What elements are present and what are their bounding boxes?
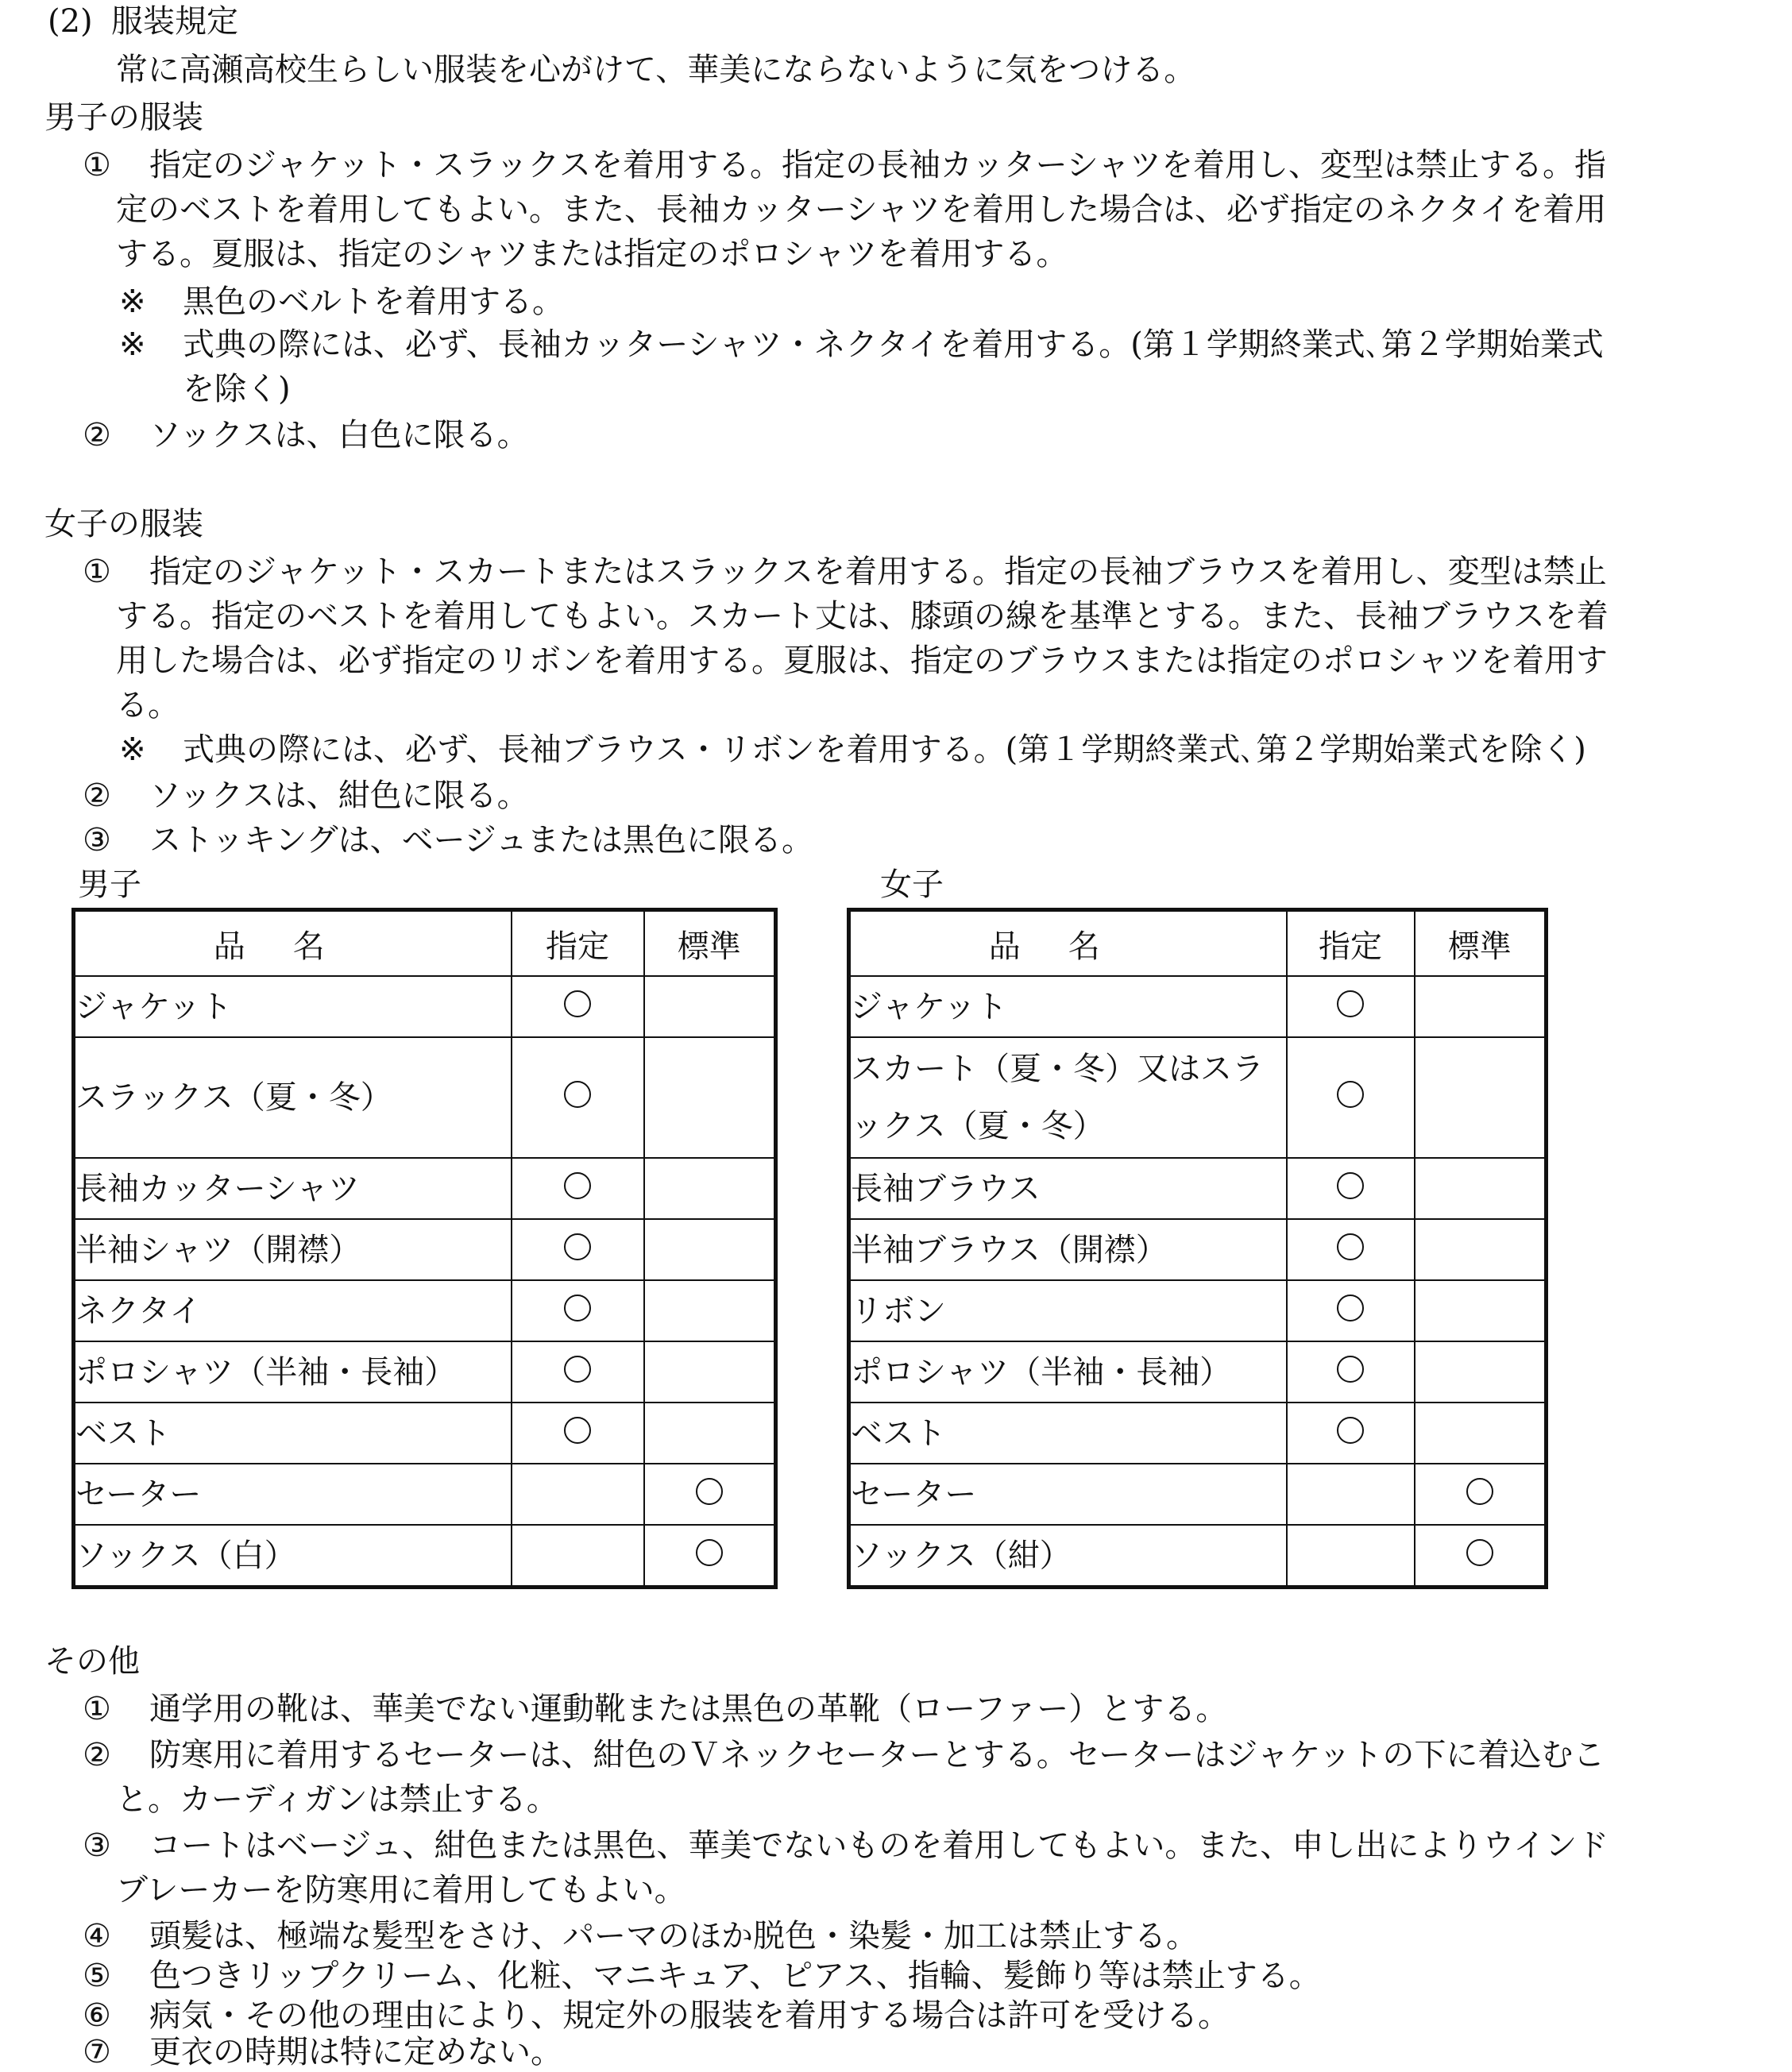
item-name: セーター [849, 1464, 1287, 1525]
item-name: 長袖ブラウス [849, 1158, 1287, 1219]
paragraph-text: 防寒用に着用するセーターは、紺色のＶネックセーターとする。セーターはジャケットの下に着込むこ [149, 1737, 1605, 1773]
item-number: ① [83, 554, 111, 590]
item-name: スラックス（夏・冬） [74, 1037, 512, 1158]
standard-cell [1415, 1219, 1547, 1280]
paragraph-text: ストッキングは、ベージュまたは黒色に限る。 [149, 822, 813, 859]
item-number: ⑦ [83, 2034, 111, 2070]
table-row [849, 1158, 1547, 1219]
table-row [74, 1219, 776, 1280]
section-number: (2) [48, 3, 93, 40]
header-standard: 標準 [1415, 910, 1547, 977]
note-text: 式典の際には、必ず、長袖カッターシャツ・ネクタイを着用する。(第１学期終業式､第２学期始業式 [183, 326, 1604, 363]
paragraph-text: 指定のジャケット・スカートまたはスラックスを着用する。指定の長袖ブラウスを着用し、変型は禁止 [149, 554, 1607, 590]
circle-mark [564, 1295, 591, 1322]
table-header-row [74, 910, 776, 977]
designated-cell [512, 1341, 644, 1403]
item-name: ジャケット [74, 976, 512, 1037]
item-name: ポロシャツ（半袖・長袖） [849, 1341, 1287, 1403]
table-row [74, 1525, 776, 1588]
table-row [74, 1464, 776, 1525]
circle-mark [564, 1081, 591, 1108]
note-mark: ※ [119, 284, 146, 320]
boys-uniform-table [71, 908, 778, 1589]
designated-cell [512, 1464, 644, 1525]
designated-cell [1287, 1464, 1415, 1525]
standard-cell [1415, 1158, 1547, 1219]
paragraph-text: コートはベージュ、紺色または黒色、華美でないものを着用してもよい。また、申し出によりウインド [149, 1827, 1609, 1864]
standard-cell [644, 1280, 776, 1341]
designated-cell [1287, 1280, 1415, 1341]
standard-cell [644, 1037, 776, 1158]
designated-cell [1287, 1341, 1415, 1403]
paragraph-text: ソックスは、白色に限る。 [149, 417, 529, 453]
designated-cell [512, 1280, 644, 1341]
designated-cell [1287, 1037, 1415, 1158]
paragraph-text: る。 [116, 687, 180, 723]
item-number: ② [83, 417, 111, 453]
intro-description-text: 常に高瀬高校生らしい服装を心がけて、華美にならないように気をつける。 [116, 52, 1196, 88]
note-mark: ※ [119, 326, 146, 363]
girls-uniform-table [847, 908, 1548, 1589]
designated-cell [1287, 1525, 1415, 1588]
item-name: 半袖シャツ（開襟） [74, 1219, 512, 1280]
circle-mark [696, 1478, 723, 1505]
item-name: ベスト [849, 1403, 1287, 1464]
item-name: セーター [74, 1464, 512, 1525]
item-number: ② [83, 1737, 111, 1773]
table-row [74, 1037, 776, 1158]
item-name: ポロシャツ（半袖・長袖） [74, 1341, 512, 1403]
item-number: ③ [83, 822, 111, 859]
circle-mark [1466, 1539, 1493, 1566]
standard-cell [644, 1464, 776, 1525]
table-row [74, 1158, 776, 1219]
table-row [849, 1037, 1547, 1158]
circle-mark [1337, 1081, 1364, 1108]
item-name: ジャケット [849, 976, 1287, 1037]
standard-cell [1415, 1403, 1547, 1464]
item-name: リボン [849, 1280, 1287, 1341]
item-number: ① [83, 1691, 111, 1727]
header-designated: 指定 [512, 910, 644, 977]
paragraph-text: ソックスは、紺色に限る。 [149, 777, 529, 814]
standard-cell [644, 1341, 776, 1403]
standard-cell [1415, 1341, 1547, 1403]
table-row [849, 1525, 1547, 1588]
table-header-row [849, 910, 1547, 977]
standard-cell [1415, 1525, 1547, 1588]
circle-mark [1337, 1417, 1364, 1444]
table-row [74, 976, 776, 1037]
paragraph-text: 用した場合は、必ず指定のリボンを着用する。夏服は、指定のブラウスまたは指定のポロシャツを着用す [116, 642, 1608, 679]
item-number: ⑥ [83, 1997, 111, 2034]
header-item-name: 品名 [74, 910, 512, 977]
circle-mark [1337, 990, 1364, 1017]
paragraph-text: と。カーディガンは禁止する。 [116, 1781, 558, 1818]
table-row [849, 1280, 1547, 1341]
header-item-name: 品名 [849, 910, 1287, 977]
designated-cell [1287, 976, 1415, 1037]
header-standard: 標準 [644, 910, 776, 977]
item-number: ⑤ [83, 1958, 111, 1994]
paragraph-text: する。指定のベストを着用してもよい。スカート丈は、膝頭の線を基準とする。また、長袖ブラウスを着 [116, 598, 1609, 635]
designated-cell [512, 1158, 644, 1219]
table-row [849, 1403, 1547, 1464]
designated-cell [512, 1037, 644, 1158]
standard-cell [1415, 1280, 1547, 1341]
note-text: 式典の際には、必ず、長袖ブラウス・リボンを着用する。(第１学期終業式､第２学期始業式を除く) [183, 731, 1586, 768]
note-mark: ※ [119, 731, 146, 768]
standard-cell [644, 1158, 776, 1219]
standard-cell [644, 1403, 776, 1464]
designated-cell [512, 1219, 644, 1280]
paragraph-text: 病気・その他の理由により、規定外の服装を着用する場合は許可を受ける。 [149, 1997, 1230, 2034]
boys-table-label: 男子 [78, 866, 141, 903]
item-number: ② [83, 777, 111, 814]
item-name: ソックス（白） [74, 1525, 512, 1588]
item-number: ③ [83, 1827, 111, 1864]
circle-mark [564, 1233, 591, 1260]
girls-heading-text: 女子の服装 [44, 506, 203, 542]
item-number: ① [83, 147, 111, 183]
standard-cell [644, 1219, 776, 1280]
standard-cell [644, 1525, 776, 1588]
table-row [74, 1341, 776, 1403]
header-designated: 指定 [1287, 910, 1415, 977]
boys-heading-text: 男子の服装 [44, 99, 203, 136]
standard-cell [1415, 1037, 1547, 1158]
table-row [74, 1280, 776, 1341]
paragraph-text: 定のベストを着用してもよい。また、長袖カッターシャツを着用した場合は、必ず指定のネクタイを着用 [116, 191, 1607, 228]
circle-mark [1337, 1295, 1364, 1322]
circle-mark [696, 1539, 723, 1566]
item-name: 半袖ブラウス（開襟） [849, 1219, 1287, 1280]
girls-table-label: 女子 [880, 866, 944, 903]
paragraph-text: する。夏服は、指定のシャツまたは指定のポロシャツを着用する。 [116, 236, 1068, 272]
item-name: ネクタイ [74, 1280, 512, 1341]
note-text: を除く) [183, 371, 291, 407]
table-row [849, 1464, 1547, 1525]
item-name: スカート（夏・冬）又はスラックス（夏・冬） [849, 1037, 1287, 1158]
designated-cell [1287, 1219, 1415, 1280]
item-number: ④ [83, 1918, 111, 1954]
section-title: 服装規定 [111, 3, 238, 40]
circle-mark [564, 1356, 591, 1383]
paragraph-text: 指定のジャケット・スラックスを着用する。指定の長袖カッターシャツを着用し、変型は禁止する。指 [149, 147, 1606, 183]
circle-mark [564, 1172, 591, 1199]
circle-mark [564, 990, 591, 1017]
item-name: ベスト [74, 1403, 512, 1464]
circle-mark [564, 1417, 591, 1444]
note-text: 黒色のベルトを着用する。 [183, 284, 564, 320]
item-name: 長袖カッターシャツ [74, 1158, 512, 1219]
standard-cell [644, 976, 776, 1037]
other-heading-text: その他 [44, 1643, 140, 1680]
table-row [849, 1219, 1547, 1280]
designated-cell [512, 976, 644, 1037]
item-name: ソックス（紺） [849, 1525, 1287, 1588]
paragraph-text: 更衣の時期は特に定めない。 [149, 2034, 562, 2070]
paragraph-text: 頭髪は、極端な髪型をさけ、パーマのほか脱色・染髪・加工は禁止する。 [149, 1918, 1198, 1954]
designated-cell [512, 1403, 644, 1464]
circle-mark [1337, 1172, 1364, 1199]
designated-cell [512, 1525, 644, 1588]
designated-cell [1287, 1158, 1415, 1219]
table-row [849, 1341, 1547, 1403]
table-row [849, 976, 1547, 1037]
paragraph-text: ブレーカーを防寒用に着用してもよい。 [116, 1872, 686, 1908]
standard-cell [1415, 1464, 1547, 1525]
circle-mark [1337, 1233, 1364, 1260]
designated-cell [1287, 1403, 1415, 1464]
paragraph-text: 色つきリップクリーム、化粧、マニキュア、ピアス、指輪、髪飾り等は禁止する。 [149, 1958, 1321, 1994]
circle-mark [1466, 1478, 1493, 1505]
paragraph-text: 通学用の靴は、華美でない運動靴または黒色の革靴（ローファー）とする。 [149, 1691, 1228, 1727]
standard-cell [1415, 976, 1547, 1037]
circle-mark [1337, 1356, 1364, 1383]
table-row [74, 1403, 776, 1464]
